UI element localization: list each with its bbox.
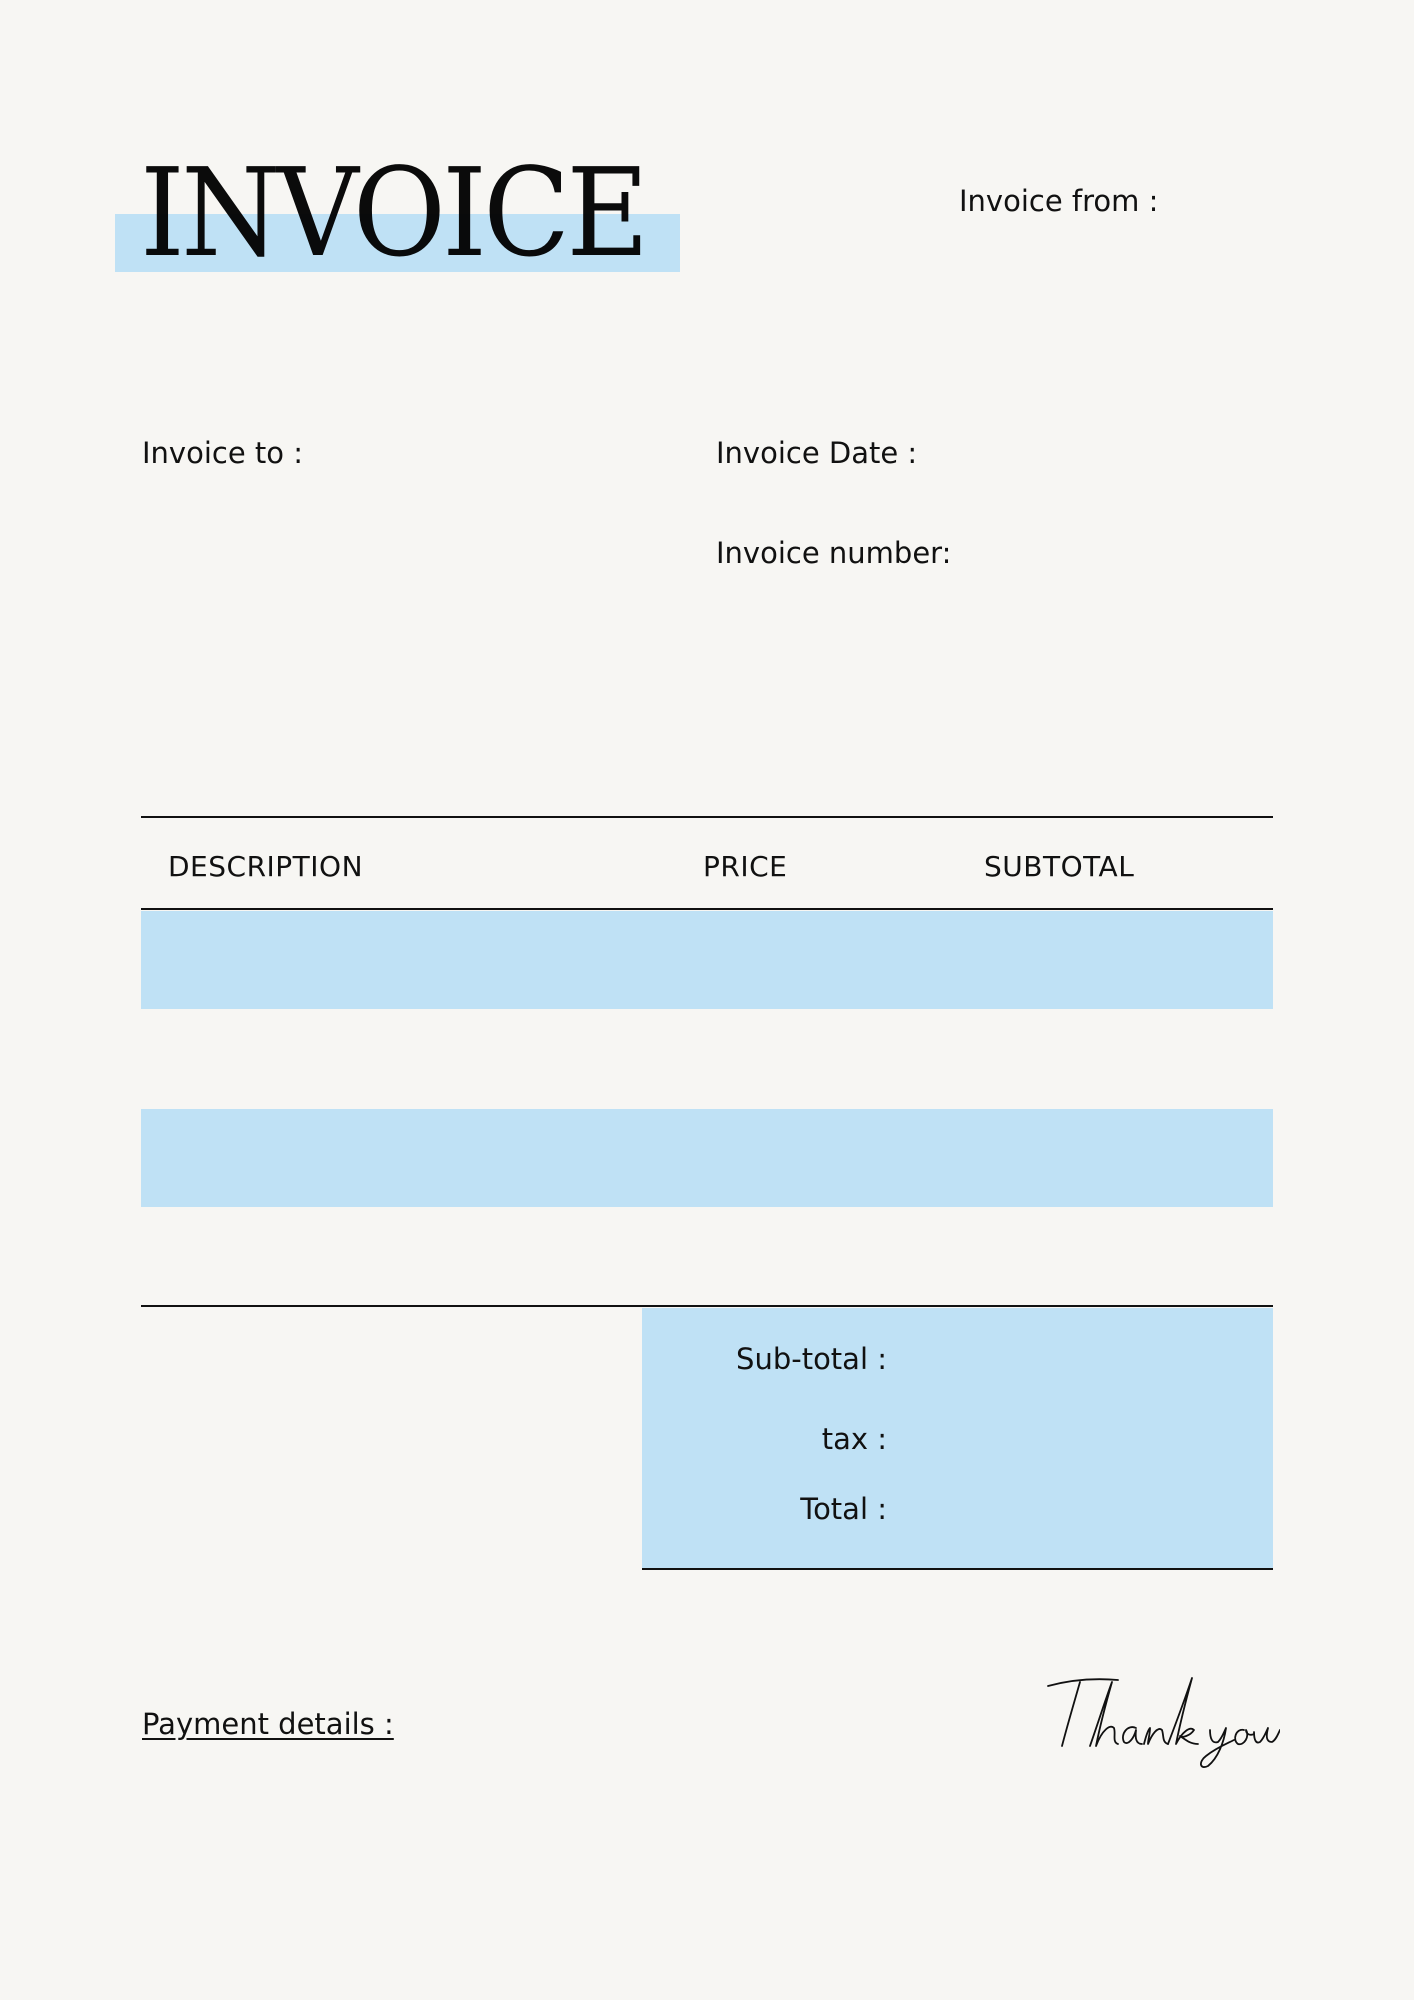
invoice-from-label: Invoice from : (959, 184, 1159, 218)
payment-details-label: Payment details : (142, 1707, 394, 1741)
table-header-rule (141, 908, 1273, 910)
subtotal-label: Sub-total : (736, 1342, 887, 1376)
column-header-price: PRICE (703, 850, 788, 883)
table-bottom-rule (141, 1305, 1273, 1307)
page-title: INVOICE (140, 142, 646, 284)
totals-bottom-rule (642, 1568, 1273, 1570)
total-label: Total : (800, 1492, 887, 1526)
table-row (141, 911, 1273, 1009)
table-top-rule (141, 816, 1273, 818)
invoice-date-label: Invoice Date : (716, 436, 918, 470)
thank-you-signature (1040, 1668, 1280, 1768)
invoice-number-label: Invoice number: (716, 536, 952, 570)
column-header-description: DESCRIPTION (168, 850, 364, 883)
tax-label: tax : (821, 1422, 887, 1456)
table-row (141, 1109, 1273, 1207)
invoice-to-label: Invoice to : (142, 436, 304, 470)
column-header-subtotal: SUBTOTAL (984, 850, 1135, 883)
